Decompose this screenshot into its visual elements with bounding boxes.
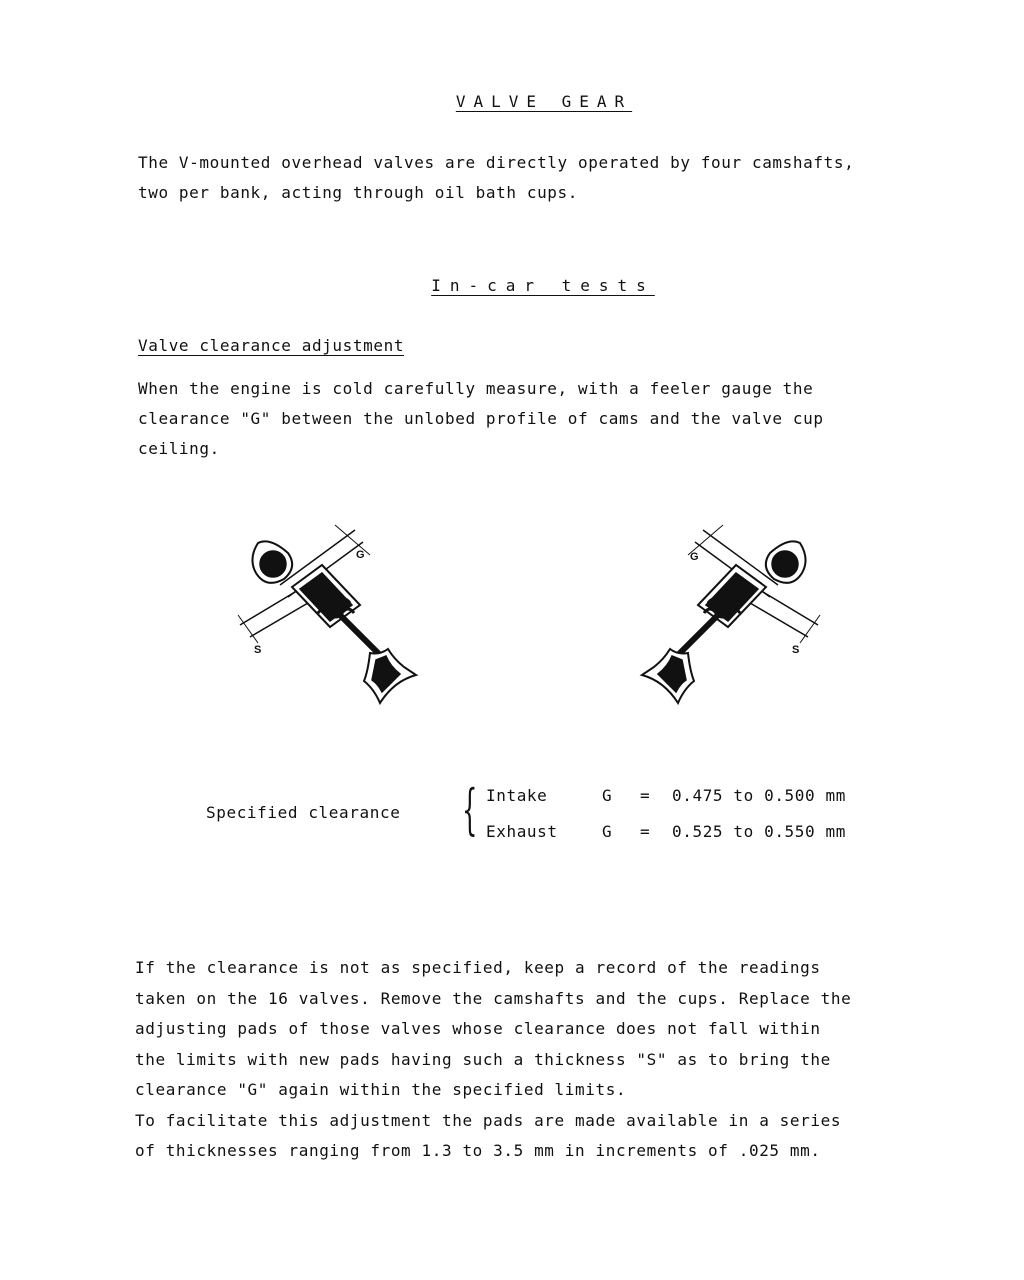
- left-s-label: S: [254, 644, 262, 656]
- procedure-line: adjusting pads of those valves whose clearance does not fall within: [135, 1019, 821, 1038]
- spec-label: Specified clearance: [206, 803, 401, 822]
- procedure-line: clearance "G" again within the specified limits.: [135, 1080, 627, 1099]
- measure-line: ceiling.: [138, 439, 220, 458]
- measure-line: clearance "G" between the unlobed profile of cams and the valve cup: [138, 409, 824, 428]
- spec-row-value: 0.475 to 0.500 mm: [672, 786, 846, 805]
- left-g-label: G: [356, 549, 365, 561]
- spec-row-name: Exhaust: [486, 822, 558, 841]
- spec-row-name: Intake: [486, 786, 548, 805]
- spec-row-eq: =: [640, 822, 651, 841]
- measure-paragraph: [138, 374, 968, 464]
- spec-row-value: 0.525 to 0.550 mm: [672, 822, 846, 841]
- procedure-line: the limits with new pads having such a thickness "S" as to bring the: [135, 1049, 831, 1069]
- spec-row-eq: =: [640, 786, 651, 805]
- spec-row-symbol: G: [602, 786, 613, 805]
- page-title: VALVE GEAR: [455, 92, 633, 111]
- section-title: In-car tests: [431, 276, 655, 295]
- spec-row-symbol: G: [602, 822, 613, 841]
- procedure-line: taken on the 16 valves. Remove the camshafts and the cups. Replace the: [135, 988, 852, 1008]
- procedure-line: of thicknesses ranging from 1.3 to 3.5 mm in increments of .025 mm.: [135, 1141, 821, 1160]
- intro-line: The V-mounted overhead valves are directly operated by four camshafts,: [138, 153, 855, 172]
- measure-line: When the engine is cold carefully measure, with a feeler gauge the: [138, 379, 814, 398]
- procedure-paragraph: [135, 953, 965, 1167]
- procedure-line: To facilitate this adjustment the pads are made available in a series: [135, 1110, 842, 1130]
- left-valve-diagram: [230, 515, 430, 705]
- right-g-label: G: [690, 551, 699, 563]
- right-valve-diagram: [628, 515, 828, 705]
- right-s-label: S: [792, 644, 800, 656]
- brace-symbol: {: [462, 778, 478, 841]
- intro-line: two per bank, acting through oil bath cups.: [138, 183, 579, 202]
- subsection-title: Valve clearance adjustment: [138, 336, 405, 355]
- intro-paragraph: [138, 148, 968, 208]
- procedure-line: If the clearance is not as specified, keep a record of the readings: [135, 958, 821, 977]
